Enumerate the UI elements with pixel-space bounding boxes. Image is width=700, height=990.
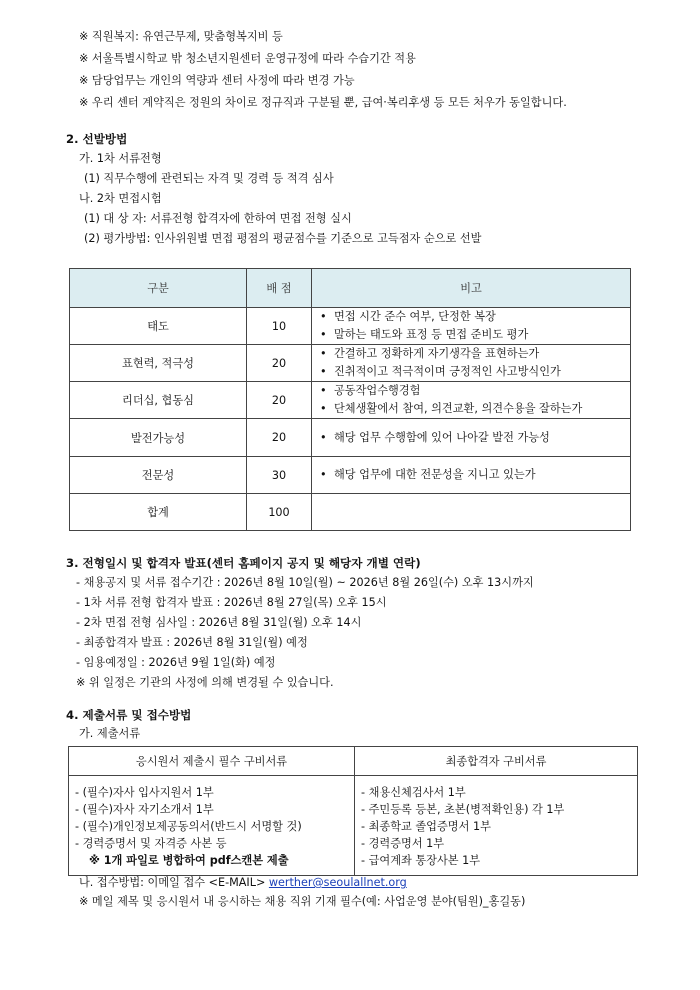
table-row — [70, 457, 631, 494]
schedule-line: - 임용예정일 : 2026년 9월 1일(화) 예정 — [76, 656, 276, 669]
email-subject-note: ※ 메일 제목 및 응시원서 내 응시하는 채용 직위 기재 필수(예: 사업운영 분야(팀원)_홍길동) — [79, 895, 526, 908]
note-probation: ※ 서울특별시학교 밖 청소년지원센터 운영규정에 따라 수습기간 적용 — [79, 52, 416, 65]
row-notes — [312, 382, 631, 419]
row-score: 20 — [247, 382, 312, 419]
section2-title: 2. 선발방법 — [66, 132, 128, 146]
table-row — [70, 419, 631, 457]
header-category: 구분 — [70, 269, 247, 308]
row-category: 리더십, 협동심 — [70, 382, 247, 419]
section4-sub-a: 가. 제출서류 — [79, 727, 141, 740]
submission-method-text: 나. 접수방법: 이메일 접수 <E-MAIL> — [79, 876, 266, 889]
total-score: 100 — [247, 494, 312, 531]
list-item: - (필수)개인정보제공동의서(반드시 서명할 것) — [75, 820, 302, 833]
header-required-docs: 응시원서 제출시 필수 구비서류 — [69, 747, 355, 776]
section2-line: (1) 대 상 자: 서류전형 합격자에 한하여 면접 전형 실시 — [84, 212, 352, 225]
row-category: 태도 — [70, 308, 247, 345]
schedule-line: - 2차 면접 전형 심사일 : 2026년 8월 31일(월) 오후 14시 — [76, 616, 362, 629]
note-item: • 간결하고 정확하게 자기생각을 표현하는가 — [318, 345, 630, 363]
section4-title: 4. 제출서류 및 접수방법 — [66, 708, 192, 722]
section2-line: (1) 직무수행에 관련되는 자격 및 경력 등 적격 심사 — [84, 172, 334, 185]
list-item: - 최종학교 졸업증명서 1부 — [361, 820, 491, 833]
pdf-merge-note: ※ 1개 파일로 병합하여 pdf스캔본 제출 — [89, 854, 289, 867]
note-duty-change: ※ 담당업무는 개인의 역량과 센터 사정에 따라 변경 가능 — [79, 74, 355, 87]
row-notes — [312, 419, 631, 457]
note-welfare: ※ 직원복지: 유연근무제, 맞춤형복지비 등 — [79, 30, 283, 43]
list-item: - 채용신체검사서 1부 — [361, 786, 466, 799]
row-score: 20 — [247, 419, 312, 457]
header-score: 배 점 — [247, 269, 312, 308]
docs-header-row — [69, 747, 638, 776]
row-category: 표현력, 적극성 — [70, 345, 247, 382]
table-header-row — [70, 269, 631, 308]
row-notes — [312, 457, 631, 494]
total-category: 합계 — [70, 494, 247, 531]
section2-line: 가. 1차 서류전형 — [79, 152, 162, 165]
row-score: 20 — [247, 345, 312, 382]
row-notes — [312, 308, 631, 345]
section3-title: 3. 전형일시 및 합격자 발표(센터 홈페이지 공지 및 해당자 개별 연락) — [66, 556, 421, 570]
docs-row — [69, 776, 638, 876]
note-item: • 해당 업무 수행함에 있어 나아갈 발전 가능성 — [318, 429, 630, 447]
table-row — [70, 382, 631, 419]
schedule-line: - 최종합격자 발표 : 2026년 8월 31일(월) 예정 — [76, 636, 308, 649]
documents-table — [68, 746, 638, 876]
submission-method — [79, 876, 407, 890]
final-docs-list — [355, 776, 638, 876]
section2-line: (2) 평가방법: 인사위원별 면접 평점의 평균점수를 기준으로 고득점자 순으로 선발 — [84, 232, 482, 245]
list-item: - 경력증명서 1부 — [361, 837, 445, 850]
row-score: 30 — [247, 457, 312, 494]
note-item: • 해당 업무에 대한 전문성을 지니고 있는가 — [318, 466, 630, 484]
row-notes — [312, 345, 631, 382]
header-notes: 비고 — [312, 269, 631, 308]
header-final-docs: 최종합격자 구비서류 — [355, 747, 638, 776]
note-item: • 진취적이고 적극적이며 긍정적인 사고방식인가 — [318, 363, 630, 381]
schedule-line: - 1차 서류 전형 합격자 발표 : 2026년 8월 27일(목) 오후 15시 — [76, 596, 387, 609]
schedule-note: ※ 위 일정은 기관의 사정에 의해 변경될 수 있습니다. — [76, 676, 334, 689]
row-score: 10 — [247, 308, 312, 345]
list-item: - 경력증명서 및 자격증 사본 등 — [75, 837, 227, 850]
list-item: - 주민등록 등본, 초본(병적확인용) 각 1부 — [361, 803, 565, 816]
required-docs-list — [69, 776, 355, 876]
note-item: • 면접 시간 준수 여부, 단정한 복장 — [318, 308, 630, 326]
note-contract: ※ 우리 센터 계약직은 정원의 차이로 정규직과 구분될 뿐, 급여·복리후생 등 모든 처우가 동일합니다. — [79, 96, 567, 109]
evaluation-table — [69, 268, 631, 531]
email-link[interactable]: werther@seoulallnet.org — [268, 876, 407, 889]
row-category: 발전가능성 — [70, 419, 247, 457]
note-item: • 공동작업수행경험 — [318, 382, 630, 400]
table-row — [70, 345, 631, 382]
list-item: - (필수)자사 입사지원서 1부 — [75, 786, 214, 799]
list-item: - (필수)자사 자기소개서 1부 — [75, 803, 214, 816]
list-item: - 급여계좌 통장사본 1부 — [361, 854, 481, 867]
schedule-line: - 채용공지 및 서류 접수기간 : 2026년 8월 10일(월) ~ 2026년 8월 26일(수) 오후 13시까지 — [76, 576, 534, 589]
total-notes — [312, 494, 631, 531]
table-total-row — [70, 494, 631, 531]
note-item: • 말하는 태도와 표정 등 면접 준비도 평가 — [318, 326, 630, 344]
table-row — [70, 308, 631, 345]
note-item: • 단체생활에서 참여, 의견교환, 의견수용을 잘하는가 — [318, 400, 630, 418]
row-category: 전문성 — [70, 457, 247, 494]
section2-line: 나. 2차 면접시험 — [79, 192, 162, 205]
